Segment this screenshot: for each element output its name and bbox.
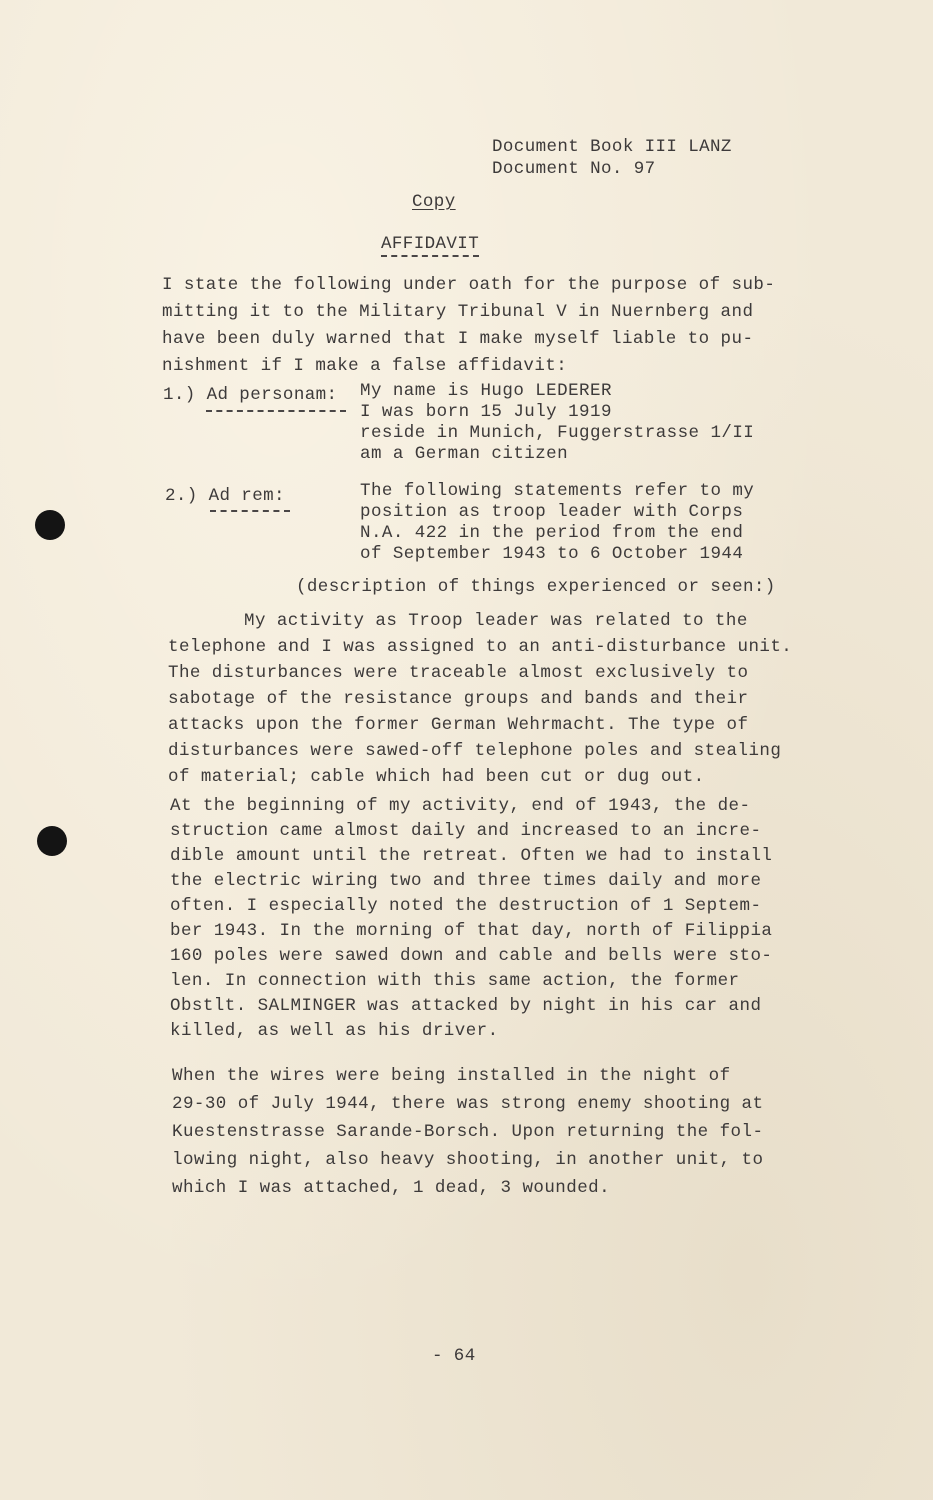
paragraph1-line: The disturbances were traceable almost exclusively to [168,663,749,683]
intro-line: I state the following under oath for the purpose of sub- [162,275,776,295]
paragraph3-line: Kuestenstrasse Sarande-Borsch. Upon returning the fol- [172,1122,764,1142]
paragraph2-line: ber 1943. In the morning of that day, north of Filippia [170,921,773,941]
paragraph3-line: lowing night, also heavy shooting, in another unit, to [172,1150,764,1170]
section1-line: My name is Hugo LEDERER [360,381,612,401]
paragraph2-line: killed, as well as his driver. [170,1021,499,1041]
copy-label: Copy [412,192,456,212]
paragraph2-line: len. In connection with this same action, the former [170,971,740,991]
section1-label [163,385,337,405]
paragraph2-line: dible amount until the retreat. Often we had to install [170,846,773,866]
section2-line: position as troop leader with Corps [360,502,744,522]
paragraph1-line: telephone and I was assigned to an anti-disturbance unit. [168,637,793,657]
section2-label-text: 2.) Ad rem: [165,486,285,506]
paragraph3-line: When the wires were being installed in the night of [172,1066,731,1086]
section1-line: reside in Munich, Fuggerstrasse 1/II [360,423,755,443]
punch-hole-top [35,510,65,540]
paragraph2-line: often. I especially noted the destruction of 1 Septem- [170,896,762,916]
description-heading: (description of things experienced or seen:) [296,577,776,597]
section2-line: of September 1943 to 6 October 1944 [360,544,744,564]
section1-underline [206,410,346,412]
section2-line: N.A. 422 in the period from the end [360,523,744,543]
page-number: - 64 [432,1346,476,1366]
paragraph1-line: disturbances were sawed-off telephone poles and stealing [168,741,782,761]
section1-label-text: 1.) Ad personam: [163,385,338,405]
paragraph1-line: attacks upon the former German Wehrmacht. The type of [168,715,749,735]
paragraph2-line: the electric wiring two and three times daily and more [170,871,762,891]
section2-underline [210,510,290,512]
intro-line: mitting it to the Military Tribunal V in Nuernberg and [162,302,754,322]
section1-line: I was born 15 July 1919 [360,402,612,422]
paragraph1-line: sabotage of the resistance groups and bands and their [168,689,749,709]
paragraph2-line: struction came almost daily and increased to an incre- [170,821,762,841]
paragraph2-line: 160 poles were sawed down and cable and bells were sto- [170,946,773,966]
paragraph3-line: 29-30 of July 1944, there was strong enemy shooting at [172,1094,764,1114]
section1-line: am a German citizen [360,444,569,464]
paragraph2-line: At the beginning of my activity, end of 1943, the de- [170,796,751,816]
paragraph2-line: Obstlt. SALMINGER was attacked by night in his car and [170,996,762,1016]
section2-label [165,486,285,506]
document-book-label: Document Book III LANZ [492,137,732,157]
paragraph1-line: My activity as Troop leader was related to the [244,611,748,631]
section2-line: The following statements refer to my [360,481,755,501]
punch-hole-bottom [37,826,67,856]
document-number-label: Document No. 97 [492,159,656,179]
intro-line: have been duly warned that I make myself liable to pu- [162,329,754,349]
document-title: AFFIDAVIT [381,234,479,257]
paragraph1-line: of material; cable which had been cut or dug out. [168,767,705,787]
intro-line: nishment if I make a false affidavit: [162,356,568,376]
paragraph3-line: which I was attached, 1 dead, 3 wounded. [172,1178,611,1198]
